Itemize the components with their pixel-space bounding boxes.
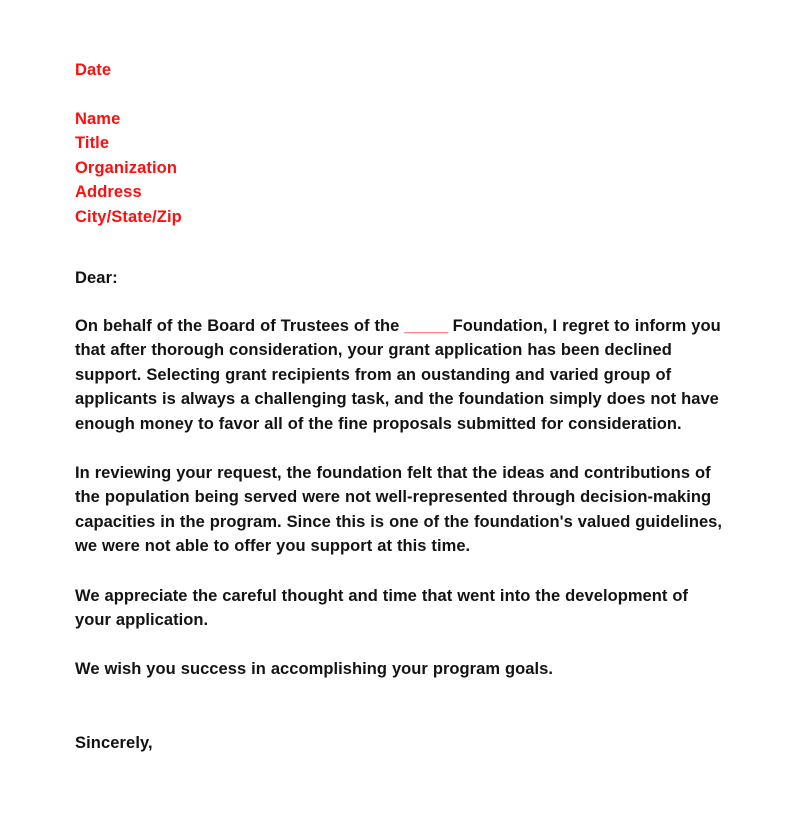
spacer	[75, 290, 725, 314]
paragraph-one-text-before-blank: On behalf of the Board of Trustees of the	[75, 317, 405, 335]
paragraph-three: We appreciate the careful thought and time that went into the development of your application.	[75, 586, 689, 630]
recipient-field-name: Name	[75, 109, 121, 128]
closing-salutation: Sincerely,	[75, 733, 153, 752]
paragraph-two: In reviewing your request, the foundation felt that the ideas and contributions of the population being served were not well-represented through decision-making capacities in the program. Since this is one of the foundation's valued guidelines, we were not able to offer you support at this time.	[75, 464, 723, 556]
foundation-name-blank: _____	[404, 317, 448, 335]
paragraph-four: We wish you success in accomplishing your program goals.	[75, 660, 554, 679]
date-field: Date	[75, 61, 112, 79]
recipient-address-block	[75, 107, 725, 230]
paragraph-one	[75, 314, 725, 436]
recipient-field-address: Address	[75, 183, 142, 201]
paragraph-one-text-after-blank: Foundation, I regret to inform you that after thorough consideration, your grant application has been declined support. Selecting grant recipients from an oustanding and varied group of applicants is always a challenging task, and the foundation simply does not have enough money to favor all of the fine proposals submitted for consideration.	[75, 317, 721, 433]
recipient-field-title: Title	[75, 134, 110, 152]
recipient-field-organization: Organization	[75, 158, 178, 177]
letter-body	[75, 58, 725, 755]
recipient-field-city-state-zip: City/State/Zip	[75, 207, 182, 226]
salutation: Dear:	[75, 269, 118, 287]
